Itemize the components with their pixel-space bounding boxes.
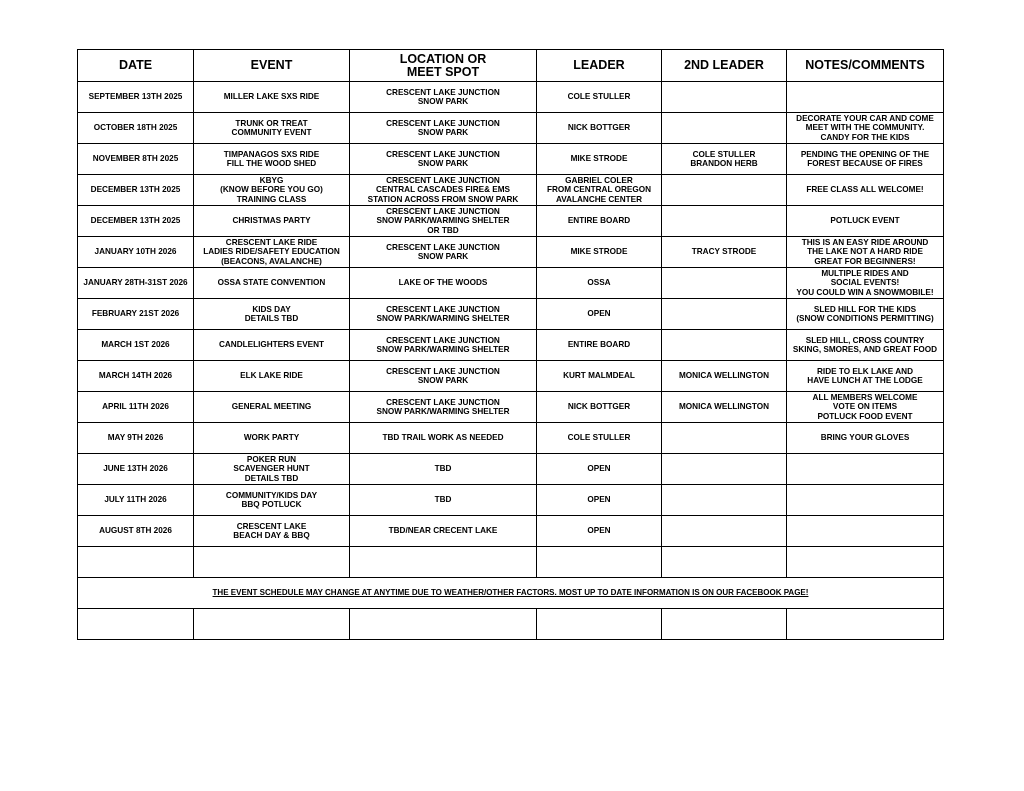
cell-location: CRESCENT LAKE JUNCTION SNOW PARK — [350, 144, 537, 175]
cell-leader: OPEN — [537, 485, 662, 516]
cell-leader: OSSA — [537, 268, 662, 299]
cell-notes: FREE CLASS ALL WELCOME! — [787, 175, 944, 206]
table-row — [78, 454, 944, 485]
cell-location: CRESCENT LAKE JUNCTION SNOW PARK — [350, 237, 537, 268]
table-row — [78, 516, 944, 547]
cell-event: WORK PARTY — [194, 423, 350, 454]
cell-leader: MIKE STRODE — [537, 144, 662, 175]
cell-date: MARCH 14TH 2026 — [78, 361, 194, 392]
cell-second-leader — [662, 113, 787, 144]
cell-second-leader — [662, 454, 787, 485]
cell-second-leader — [662, 299, 787, 330]
cell-second-leader — [662, 423, 787, 454]
cell-event: COMMUNITY/KIDS DAY BBQ POTLUCK — [194, 485, 350, 516]
table-row — [78, 237, 944, 268]
cell-location: TBD TRAIL WORK AS NEEDED — [350, 423, 537, 454]
cell-event: MILLER LAKE SXS RIDE — [194, 82, 350, 113]
cell-event: CRESCENT LAKE BEACH DAY & BBQ — [194, 516, 350, 547]
table-row — [78, 82, 944, 113]
cell-date: FEBRUARY 21ST 2026 — [78, 299, 194, 330]
table-row — [78, 113, 944, 144]
empty-cell — [78, 609, 194, 640]
cell-event: TRUNK OR TREAT COMMUNITY EVENT — [194, 113, 350, 144]
cell-notes: ALL MEMBERS WELCOME VOTE ON ITEMS POTLUCK FOOD EVENT — [787, 392, 944, 423]
empty-cell — [194, 609, 350, 640]
empty-cell — [662, 547, 787, 578]
cell-leader: OPEN — [537, 516, 662, 547]
header-row — [78, 50, 944, 82]
cell-leader: COLE STULLER — [537, 423, 662, 454]
table-row — [78, 485, 944, 516]
cell-location: CRESCENT LAKE JUNCTION SNOW PARK/WARMING SHELTER — [350, 392, 537, 423]
cell-leader: ENTIRE BOARD — [537, 206, 662, 237]
empty-cell — [194, 547, 350, 578]
cell-date: JANUARY 28TH-31ST 2026 — [78, 268, 194, 299]
table-row — [78, 144, 944, 175]
cell-date: MAY 9TH 2026 — [78, 423, 194, 454]
header-date: DATE — [78, 50, 194, 82]
cell-notes: RIDE TO ELK LAKE AND HAVE LUNCH AT THE LODGE — [787, 361, 944, 392]
header-leader: LEADER — [537, 50, 662, 82]
cell-second-leader — [662, 485, 787, 516]
table-row — [78, 268, 944, 299]
cell-date: AUGUST 8TH 2026 — [78, 516, 194, 547]
cell-second-leader — [662, 330, 787, 361]
header-event: EVENT — [194, 50, 350, 82]
cell-event: CRESCENT LAKE RIDE LADIES RIDE/SAFETY EDUCATION (BEACONS, AVALANCHE) — [194, 237, 350, 268]
table-row — [78, 392, 944, 423]
cell-date: MARCH 1ST 2026 — [78, 330, 194, 361]
cell-second-leader — [662, 175, 787, 206]
cell-location: TBD — [350, 485, 537, 516]
empty-cell — [662, 609, 787, 640]
cell-leader: NICK BOTTGER — [537, 392, 662, 423]
table-row — [78, 423, 944, 454]
cell-location: CRESCENT LAKE JUNCTION CENTRAL CASCADES FIRE& EMS STATION ACROSS FROM SNOW PARK — [350, 175, 537, 206]
table-row — [78, 175, 944, 206]
cell-event: KBYG (KNOW BEFORE YOU GO) TRAINING CLASS — [194, 175, 350, 206]
cell-date: DECEMBER 13TH 2025 — [78, 206, 194, 237]
cell-notes — [787, 454, 944, 485]
header-notes: NOTES/COMMENTS — [787, 50, 944, 82]
cell-location: CRESCENT LAKE JUNCTION SNOW PARK/WARMING SHELTER — [350, 330, 537, 361]
cell-date: JANUARY 10TH 2026 — [78, 237, 194, 268]
cell-leader: MIKE STRODE — [537, 237, 662, 268]
cell-notes: SLED HILL, CROSS COUNTRY SKING, SMORES, AND GREAT FOOD — [787, 330, 944, 361]
cell-date: APRIL 11TH 2026 — [78, 392, 194, 423]
empty-cell — [350, 547, 537, 578]
cell-notes: THIS IS AN EASY RIDE AROUND THE LAKE NOT A HARD RIDE GREAT FOR BEGINNERS! — [787, 237, 944, 268]
cell-event: CANDLELIGHTERS EVENT — [194, 330, 350, 361]
cell-notes: DECORATE YOUR CAR AND COME MEET WITH THE COMMUNITY. CANDY FOR THE KIDS — [787, 113, 944, 144]
cell-leader: COLE STULLER — [537, 82, 662, 113]
header-second-leader: 2ND LEADER — [662, 50, 787, 82]
cell-notes — [787, 485, 944, 516]
table-row — [78, 330, 944, 361]
cell-date: NOVEMBER 8TH 2025 — [78, 144, 194, 175]
cell-second-leader — [662, 206, 787, 237]
cell-date: JULY 11TH 2026 — [78, 485, 194, 516]
cell-leader: KURT MALMDEAL — [537, 361, 662, 392]
cell-notes: POTLUCK EVENT — [787, 206, 944, 237]
cell-event: CHRISTMAS PARTY — [194, 206, 350, 237]
cell-location: CRESCENT LAKE JUNCTION SNOW PARK — [350, 361, 537, 392]
cell-second-leader: TRACY STRODE — [662, 237, 787, 268]
cell-second-leader: MONICA WELLINGTON — [662, 361, 787, 392]
cell-leader: ENTIRE BOARD — [537, 330, 662, 361]
empty-cell — [537, 609, 662, 640]
cell-location: CRESCENT LAKE JUNCTION SNOW PARK — [350, 82, 537, 113]
empty-cell — [350, 609, 537, 640]
empty-cell — [787, 547, 944, 578]
cell-location: TBD — [350, 454, 537, 485]
cell-leader: OPEN — [537, 299, 662, 330]
cell-notes: PENDING THE OPENING OF THE FOREST BECAUSE OF FIRES — [787, 144, 944, 175]
table-row — [78, 206, 944, 237]
cell-date: JUNE 13TH 2026 — [78, 454, 194, 485]
empty-row — [78, 547, 944, 578]
cell-notes: BRING YOUR GLOVES — [787, 423, 944, 454]
event-schedule-table — [77, 49, 944, 640]
empty-cell — [537, 547, 662, 578]
cell-date: SEPTEMBER 13TH 2025 — [78, 82, 194, 113]
cell-leader: OPEN — [537, 454, 662, 485]
table-row — [78, 299, 944, 330]
cell-date: OCTOBER 18TH 2025 — [78, 113, 194, 144]
cell-event: OSSA STATE CONVENTION — [194, 268, 350, 299]
cell-date: DECEMBER 13TH 2025 — [78, 175, 194, 206]
notice-row — [78, 578, 944, 609]
cell-leader: NICK BOTTGER — [537, 113, 662, 144]
table-row — [78, 361, 944, 392]
header-location: LOCATION OR MEET SPOT — [350, 50, 537, 82]
cell-event: TIMPANAGOS SXS RIDE FILL THE WOOD SHED — [194, 144, 350, 175]
cell-event: GENERAL MEETING — [194, 392, 350, 423]
cell-leader: GABRIEL COLER FROM CENTRAL OREGON AVALANCHE CENTER — [537, 175, 662, 206]
cell-second-leader: COLE STULLER BRANDON HERB — [662, 144, 787, 175]
empty-cell — [78, 547, 194, 578]
cell-notes — [787, 516, 944, 547]
cell-second-leader — [662, 82, 787, 113]
empty-cell — [787, 609, 944, 640]
cell-second-leader: MONICA WELLINGTON — [662, 392, 787, 423]
cell-second-leader — [662, 516, 787, 547]
cell-location: TBD/NEAR CRECENT LAKE — [350, 516, 537, 547]
cell-notes: SLED HILL FOR THE KIDS (SNOW CONDITIONS PERMITTING) — [787, 299, 944, 330]
cell-event: POKER RUN SCAVENGER HUNT DETAILS TBD — [194, 454, 350, 485]
empty-row — [78, 609, 944, 640]
cell-location: CRESCENT LAKE JUNCTION SNOW PARK — [350, 113, 537, 144]
cell-event: ELK LAKE RIDE — [194, 361, 350, 392]
cell-location: CRESCENT LAKE JUNCTION SNOW PARK/WARMING SHELTER — [350, 299, 537, 330]
cell-notes: MULTIPLE RIDES AND SOCIAL EVENTS! YOU COULD WIN A SNOWMOBILE! — [787, 268, 944, 299]
cell-second-leader — [662, 268, 787, 299]
cell-event: KIDS DAY DETAILS TBD — [194, 299, 350, 330]
cell-location: LAKE OF THE WOODS — [350, 268, 537, 299]
schedule-notice: THE EVENT SCHEDULE MAY CHANGE AT ANYTIME DUE TO WEATHER/OTHER FACTORS. MOST UP TO DATE INFORMATION IS ON OUR FACEBOOK PAGE! — [78, 578, 944, 609]
cell-location: CRESCENT LAKE JUNCTION SNOW PARK/WARMING SHELTER OR TBD — [350, 206, 537, 237]
cell-notes — [787, 82, 944, 113]
